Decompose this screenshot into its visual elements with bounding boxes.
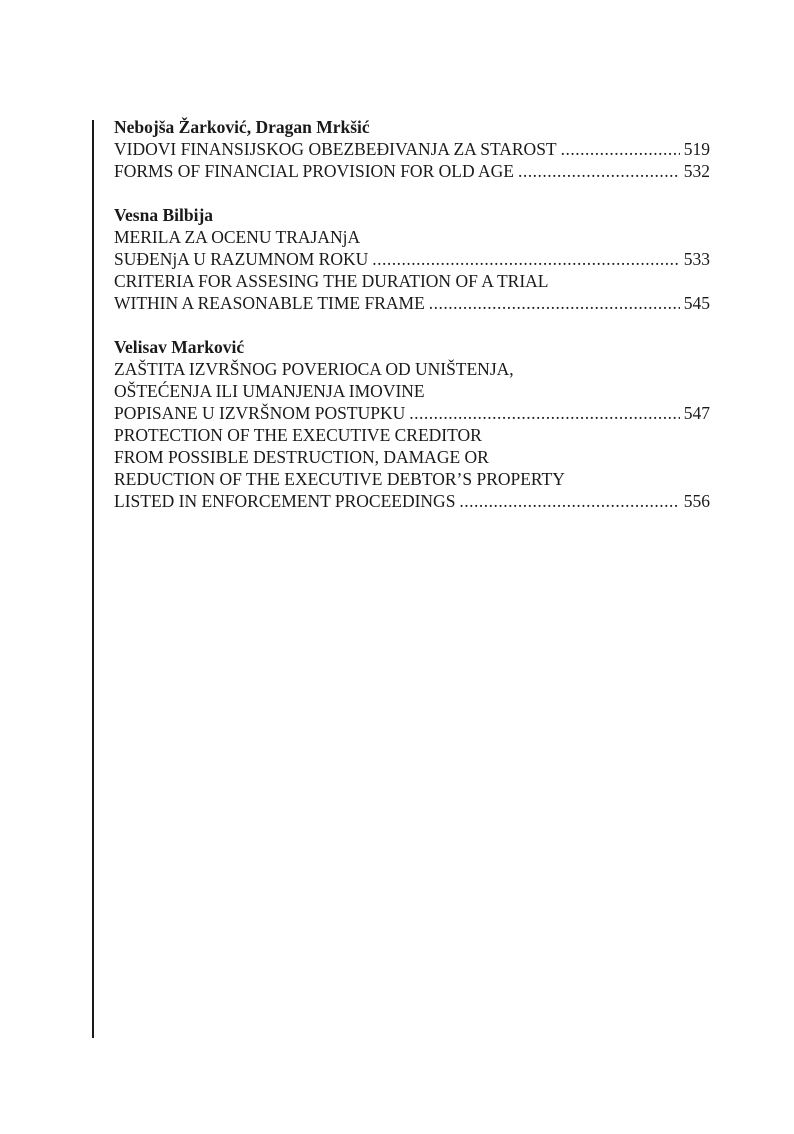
page-number: 533 xyxy=(683,249,710,269)
toc-line-title: VIDOVI FINANSIJSKOG OBEZBEĐIVANJA ZA STAROST xyxy=(114,139,557,159)
dot-leader xyxy=(561,138,680,160)
toc-line-title: REDUCTION OF THE EXECUTIVE DEBTOR’S PROPERTY xyxy=(114,469,565,489)
entry-author: Nebojša Žarković, Dragan Mrkšić xyxy=(114,117,370,137)
table-of-contents xyxy=(114,116,710,534)
toc-line[interactable] xyxy=(114,292,710,314)
dot-leader xyxy=(518,160,680,182)
toc-line-title: OŠTEĆENJA ILI UMANJENJA IMOVINE xyxy=(114,381,425,401)
toc-line-title: CRITERIA FOR ASSESING THE DURATION OF A TRIAL xyxy=(114,271,549,291)
dot-leader xyxy=(409,402,680,424)
toc-line-title: SUĐENjA U RAZUMNOM ROKU xyxy=(114,249,369,269)
page-number: 519 xyxy=(683,139,710,159)
toc-entry xyxy=(114,204,710,314)
toc-line-title: FROM POSSIBLE DESTRUCTION, DAMAGE OR xyxy=(114,447,489,467)
toc-line-title: FORMS OF FINANCIAL PROVISION FOR OLD AGE xyxy=(114,161,514,181)
toc-line-title: PROTECTION OF THE EXECUTIVE CREDITOR xyxy=(114,425,482,445)
toc-line[interactable] xyxy=(114,490,710,512)
toc-entry xyxy=(114,336,710,512)
dot-leader xyxy=(372,248,679,270)
toc-line-title: MERILA ZA OCENU TRAJANjA xyxy=(114,227,361,247)
toc-entry xyxy=(114,116,710,182)
margin-rule xyxy=(92,120,94,1038)
toc-line-title: WITHIN A REASONABLE TIME FRAME xyxy=(114,293,425,313)
page-number: 556 xyxy=(683,491,710,511)
toc-line[interactable] xyxy=(114,248,710,270)
entry-author: Velisav Marković xyxy=(114,337,245,357)
toc-line[interactable] xyxy=(114,160,710,182)
page-number: 532 xyxy=(683,161,710,181)
dot-leader xyxy=(459,490,679,512)
toc-line-title: ZAŠTITA IZVRŠNOG POVERIOCA OD UNIŠTENJA, xyxy=(114,359,514,379)
toc-line[interactable] xyxy=(114,402,710,424)
page-number: 545 xyxy=(683,293,710,313)
page-number: 547 xyxy=(683,403,710,423)
toc-line-title: POPISANE U IZVRŠNOM POSTUPKU xyxy=(114,403,406,423)
toc-line-title: LISTED IN ENFORCEMENT PROCEEDINGS xyxy=(114,491,456,511)
toc-line[interactable] xyxy=(114,138,710,160)
dot-leader xyxy=(429,292,680,314)
entry-author: Vesna Bilbija xyxy=(114,205,214,225)
